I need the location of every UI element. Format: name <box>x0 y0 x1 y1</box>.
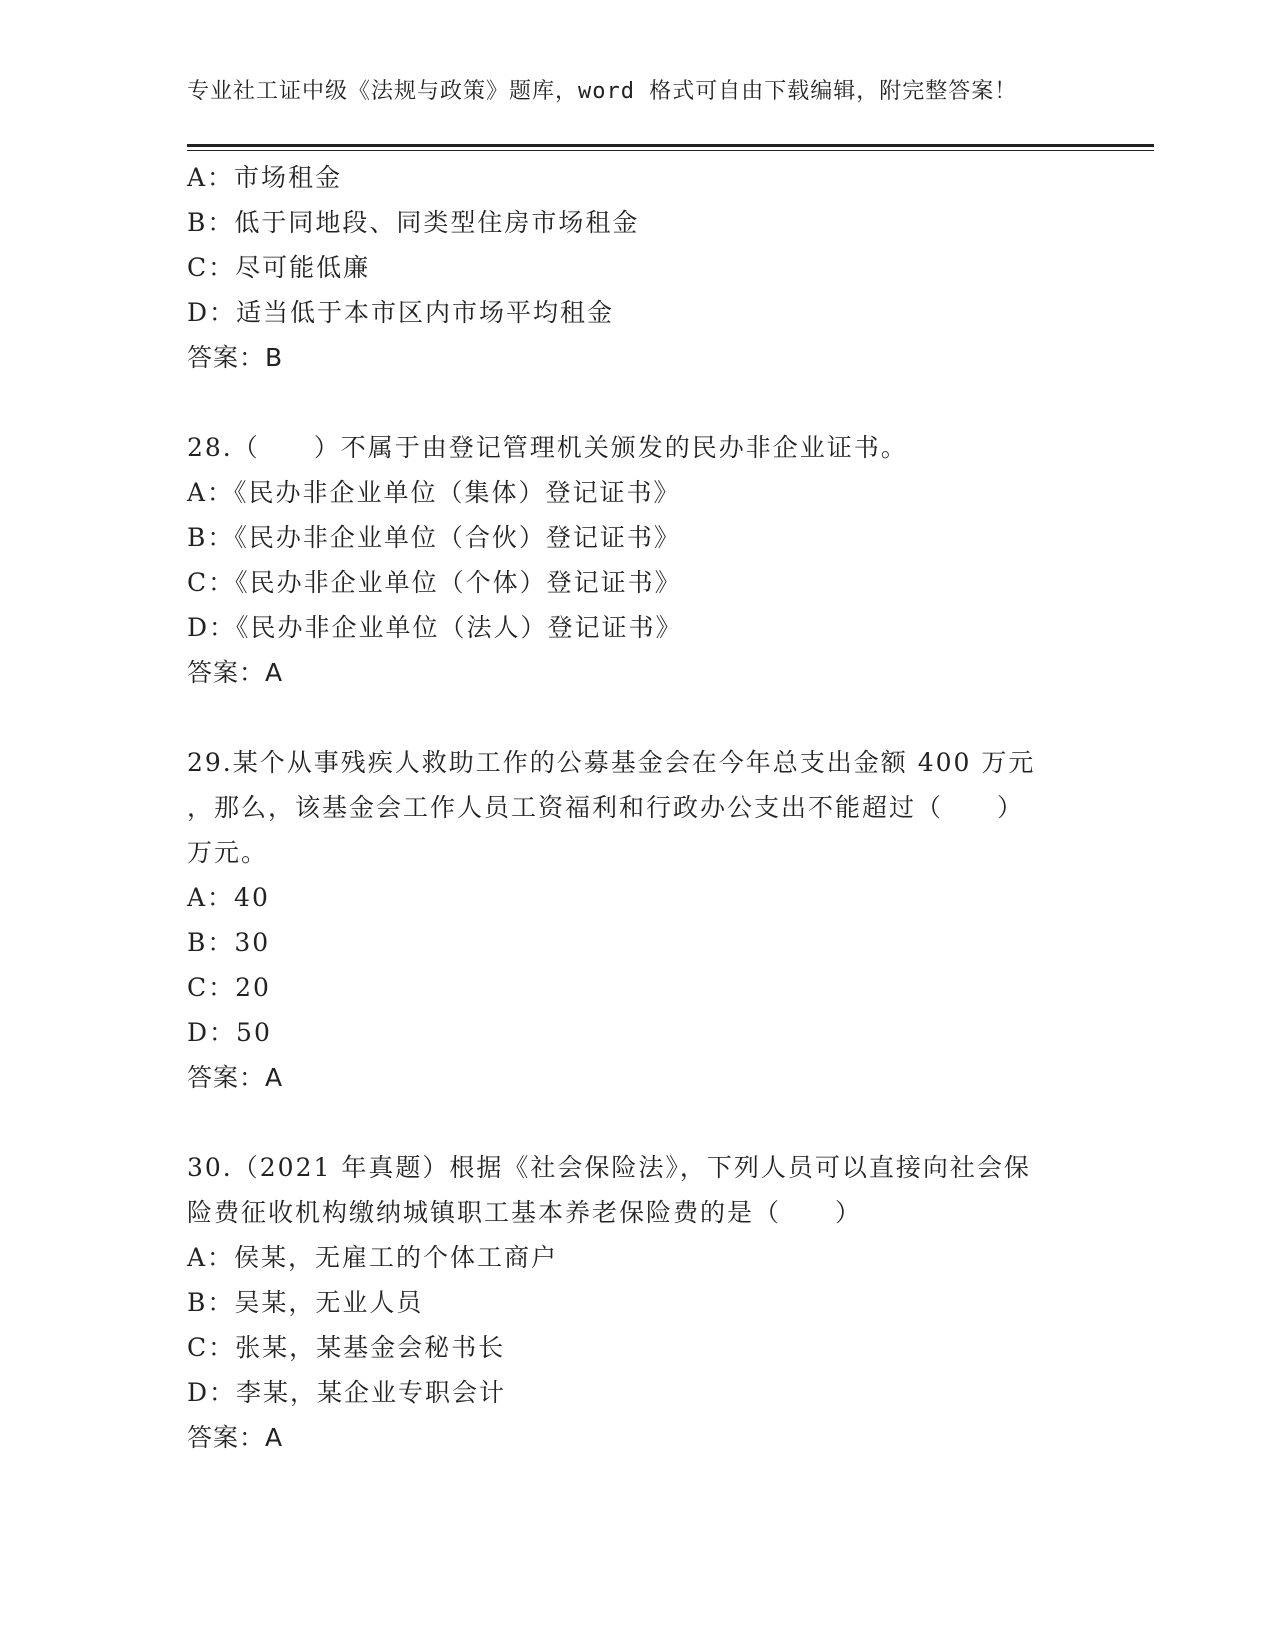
question-stem-line-2: 险费征收机构缴纳城镇职工基本养老保险费的是（ ） <box>187 1198 863 1227</box>
question-stem-line-3: 万元。 <box>187 838 269 867</box>
question-stem-line-2: ，那么，该基金会工作人员工资福利和行政办公支出不能超过（ ） <box>187 793 1025 822</box>
option-b: B：30 <box>187 928 271 957</box>
option-b: B：吴某，无业人员 <box>187 1288 424 1317</box>
header-rule-thick <box>187 144 1154 147</box>
spacer <box>187 695 1087 740</box>
option-d: D：50 <box>187 1018 272 1047</box>
question-stem-line-1: 29.某个从事残疾人救助工作的公募基金会在今年总支出金额 400 万元 <box>187 748 1036 777</box>
option-a: A：《民办非企业单位（集体）登记证书》 <box>187 478 681 507</box>
option-b: B：低于同地段、同类型住房市场租金 <box>187 208 640 237</box>
header-rule-thin <box>187 150 1154 151</box>
answer: 答案：A <box>187 658 284 687</box>
question-list <box>187 155 1087 1460</box>
option-a: A：侯某，无雇工的个体工商户 <box>187 1243 559 1272</box>
spacer <box>187 1100 1087 1145</box>
option-a: A：市场租金 <box>187 163 343 192</box>
question-stem: 28.（ ）不属于由登记管理机关颁发的民办非企业证书。 <box>187 433 908 462</box>
option-c: C：尽可能低廉 <box>187 253 371 282</box>
answer: 答案：A <box>187 1063 284 1092</box>
option-a: A：40 <box>187 883 270 912</box>
question-stem-line-1: 30.（2021 年真题）根据《社会保险法》，下列人员可以直接向社会保 <box>187 1153 1031 1182</box>
question-28 <box>187 425 1087 695</box>
spacer <box>187 380 1087 425</box>
option-d: D：李某，某企业专职会计 <box>187 1378 507 1407</box>
question-27 <box>187 155 1087 380</box>
answer: 答案：A <box>187 1423 284 1452</box>
option-d: D：适当低于本市区内市场平均租金 <box>187 298 615 327</box>
question-30 <box>187 1145 1087 1460</box>
question-29 <box>187 740 1087 1100</box>
page-header: 专业社工证中级《法规与政策》题库，word 格式可自由下载编辑，附完整答案！ <box>187 79 1018 104</box>
option-c: C：《民办非企业单位（个体）登记证书》 <box>187 568 682 597</box>
option-c: C：张某，某基金会秘书长 <box>187 1333 506 1362</box>
option-c: C：20 <box>187 973 271 1002</box>
option-d: D：《民办非企业单位（法人）登记证书》 <box>187 613 683 642</box>
answer: 答案：B <box>187 343 284 372</box>
option-b: B：《民办非企业单位（合伙）登记证书》 <box>187 523 681 552</box>
